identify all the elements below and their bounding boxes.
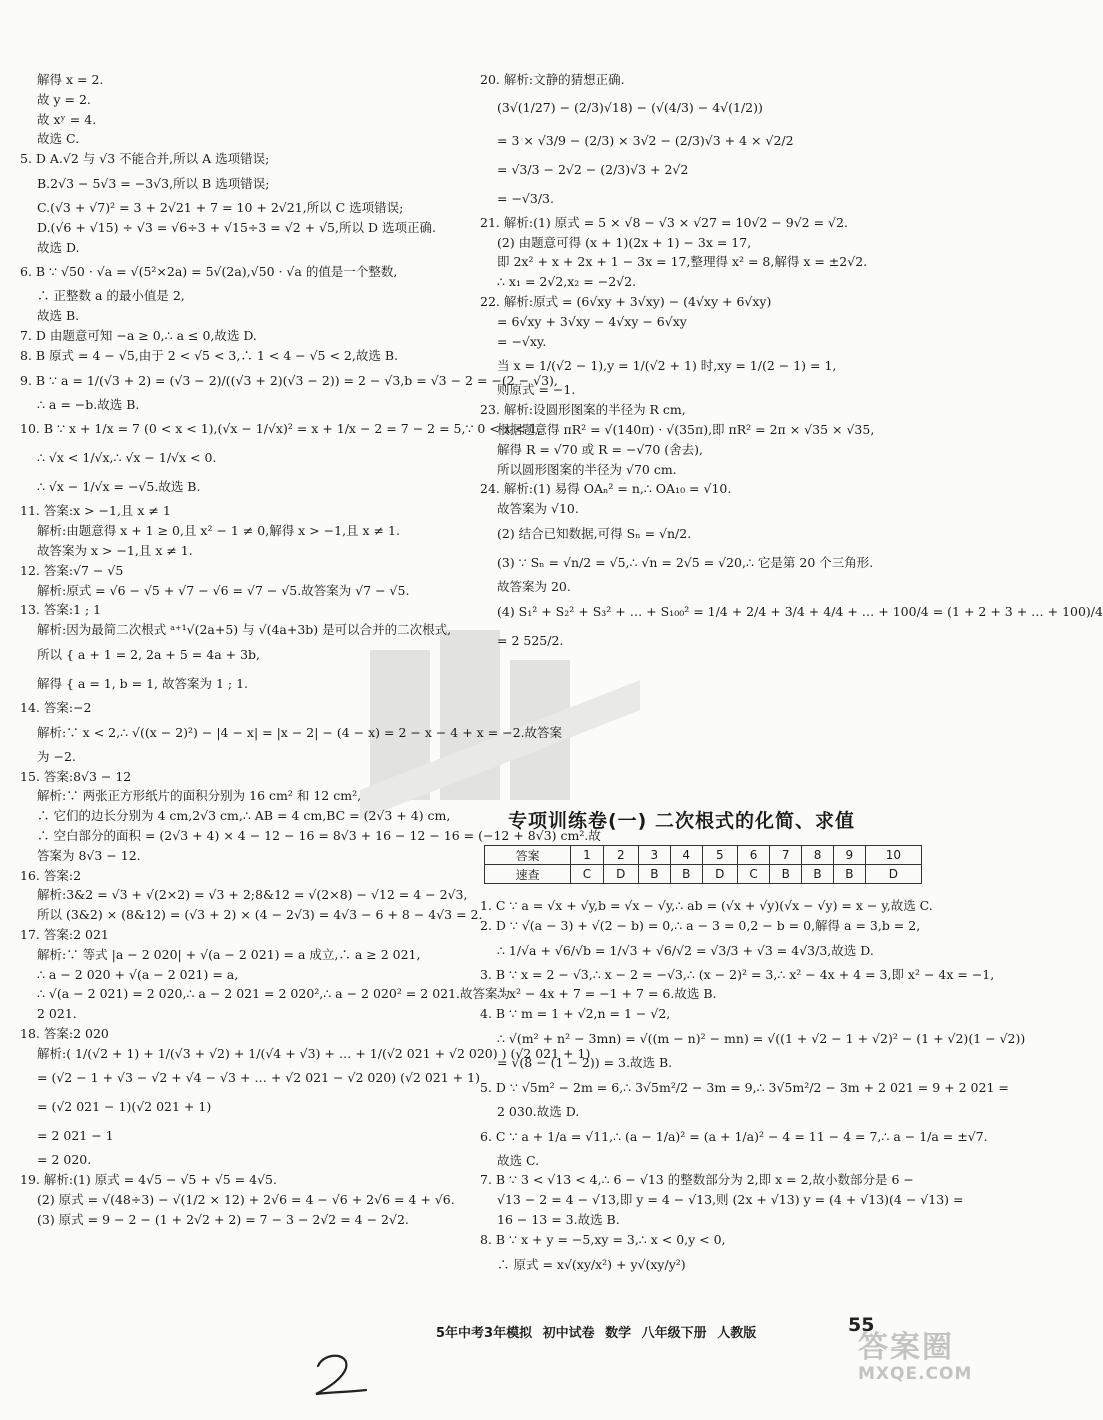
solution-item: 8. B ∵ x + y = −5,xy = 3,∴ x < 0,y < 0, xyxy=(480,1231,726,1247)
solution-line: 2 021. xyxy=(37,1006,77,1022)
solution-item: 7. D 由题意可知 −a ≥ 0,∴ a ≤ 0,故选 D. xyxy=(20,327,257,343)
solution-item: 14. 答案:−2 xyxy=(20,699,92,715)
solution-item: 2. D ∵ √(a − 3) + √(2 − b) = 0,∴ a − 3 = 0,2 − b = 0,解得 a = 3,b = 2, xyxy=(480,917,921,933)
answer-letter: B xyxy=(770,865,802,884)
solution-item: 24. 解析:(1) 易得 OAₙ² = n,∴ OA₁₀ = √10. xyxy=(480,481,732,497)
solution-line: 根据题意得 πR² = √(140π) · √(35π),即 πR² = 2π × √35 × √35, xyxy=(497,421,875,437)
solution-line: 16 − 13 = 3.故选 B. xyxy=(497,1211,620,1227)
solution-line: 当 x = 1/(√2 − 1),y = 1/(√2 + 1) 时,xy = 1/(2 − 1) = 1, xyxy=(497,358,837,374)
solution-item: 12. 答案:√7 − √5 xyxy=(20,562,124,578)
answer-table-header-row xyxy=(485,846,922,865)
solution-item: 10. B ∵ x + 1/x = 7 (0 < x < 1),(√x − 1/√x)² = x + 1/x − 2 = 7 − 2 = 5,∵ 0 < x < 1, xyxy=(20,421,542,437)
solution-line: 故 xʸ = 4. xyxy=(37,111,97,127)
solution-line: ∴ 原式 = x√(xy/x²) + y√(xy/y²) xyxy=(497,1256,686,1272)
solution-line: = 2 525/2. xyxy=(497,632,564,648)
solution-line: = √(8 − (1 − 2)) = 3.故选 B. xyxy=(497,1054,673,1070)
solution-line: ∴ √(m² + n² − 3mn) = √((m − n)² − mn) = √((1 + √2 − 1 + √2)² − (1 + √2)(1 − √2)) xyxy=(497,1030,1026,1046)
solution-item: 3. B ∵ x = 2 − √3,∴ x − 2 = −√3,∴ (x − 2)² = 3,∴ x² − 4x + 4 = 3,即 x² − 4x = −1, xyxy=(480,966,995,982)
solution-item: 21. 解析:(1) 原式 = 5 × √8 − √3 × √27 = 10√2 − 9√2 = √2. xyxy=(480,214,848,230)
solution-line: 故答案为 √10. xyxy=(497,501,579,517)
solution-line: ∴ 它们的边长分别为 4 cm,2√3 cm,∴ AB = 4 cm,BC = (2√3 + 4) cm, xyxy=(37,808,451,824)
solution-line: 即 2x² + x + 2x + 1 − 3x = 17,整理得 x² = 8,解得 x = ±2√2. xyxy=(497,254,868,270)
solution-line: 则原式 = −1. xyxy=(497,382,576,398)
answer-table-header-label: 答案 xyxy=(485,846,571,865)
answer-number: 2 xyxy=(603,846,638,865)
solution-line: (2) 由题意可得 (x + 1)(2x + 1) − 3x = 17, xyxy=(497,234,752,250)
solution-line: ∴ 空白部分的面积 = (2√3 + 4) × 4 − 12 − 16 = 8√3 + 16 − 12 − 16 = (−12 + 8√3) cm².故 xyxy=(37,827,601,843)
solution-line: 故答案为 20. xyxy=(497,578,571,594)
solution-item: 20. 解析:文静的猜想正确. xyxy=(480,72,625,87)
solution-item: 23. 解析:设圆形图案的半径为 R cm, xyxy=(480,402,686,418)
answer-number: 6 xyxy=(737,846,769,865)
solution-item: 5. D ∵ √5m² − 2m = 6,∴ 3√5m²/2 − 3m = 9,∴ 3√5m²/2 − 3m + 2 021 = 9 + 2 021 = xyxy=(480,1079,1009,1095)
solution-line: 所以圆形图案的半径为 √70 cm. xyxy=(497,461,677,477)
answer-letter: B xyxy=(802,865,834,884)
solution-line: 故选 C. xyxy=(37,131,80,147)
watermark-title: 答案圈 xyxy=(858,1330,954,1365)
solution-line: 解析:3&2 = √3 + √(2×2) = √3 + 2;8&12 = √(2×8) − √12 = 4 − 2√3, xyxy=(37,887,468,903)
solution-line: 解得 x = 2. xyxy=(37,72,104,87)
page-number: 55 xyxy=(848,1314,875,1336)
answer-number: 1 xyxy=(571,846,603,865)
solution-item: 17. 答案:2 021 xyxy=(20,926,109,942)
solution-line: 解析:由题意得 x + 1 ≥ 0,且 x² − 1 ≠ 0,解得 x > −1,且 x ≠ 1. xyxy=(37,523,400,539)
answer-number: 7 xyxy=(770,846,802,865)
solution-item: 15. 答案:8√3 − 12 xyxy=(20,768,132,784)
solution-line: 故选 C. xyxy=(497,1152,540,1168)
answer-number: 10 xyxy=(865,846,921,865)
solution-line: = √3/3 − 2√2 − (2/3)√3 + 2√2 xyxy=(497,161,689,177)
solution-item: 19. 解析:(1) 原式 = 4√5 − √5 + √5 = 4√5. xyxy=(20,1172,277,1188)
solution-line: = −√3/3. xyxy=(497,190,554,206)
answer-number: 3 xyxy=(638,846,670,865)
solution-item: 8. B 原式 = 4 − √5,由于 2 < √5 < 3,∴ 1 < 4 − √5 < 2,故选 B. xyxy=(20,347,398,363)
solution-item: 13. 答案:1 ; 1 xyxy=(20,602,102,618)
solution-item: 22. 解析:原式 = (6√xy + 3√xy) − (4√xy + 6√xy) xyxy=(480,293,772,309)
solution-item: 7. B ∵ 3 < √13 < 4,∴ 6 − √13 的整数部分为 2,即 x = 2,故小数部分是 6 − xyxy=(480,1172,914,1188)
solution-line: 故选 D. xyxy=(37,239,80,255)
solution-line: C.(√3 + √7)² = 3 + 2√21 + 7 = 10 + 2√21,所以 C 选项错误; xyxy=(37,199,404,215)
solution-item: 9. B ∵ a = 1/(√3 + 2) = (√3 − 2)/((√3 + 2)(√3 − 2)) = 2 − √3,b = √3 − 2 = −(2 − √3), xyxy=(20,372,558,388)
answer-letter: D xyxy=(702,865,737,884)
answer-letter: C xyxy=(571,865,603,884)
answer-letter: B xyxy=(670,865,702,884)
solution-item: 5. D A.√2 与 √3 不能合并,所以 A 选项错误; xyxy=(20,151,270,167)
solution-line: 解得 { a = 1, b = 1, 故答案为 1 ; 1. xyxy=(37,675,249,691)
solution-line: ∴ x₁ = 2√2,x₂ = −2√2. xyxy=(497,274,637,290)
answer-letter: D xyxy=(603,865,638,884)
solution-item: 4. B ∵ m = 1 + √2,n = 1 − √2, xyxy=(480,1006,671,1022)
solution-line: D.(√6 + √15) ÷ √3 = √6÷3 + √15÷3 = √2 + √5,所以 D 选项正确. xyxy=(37,219,436,235)
solution-line: ∴ √x − 1/√x = −√5.故选 B. xyxy=(37,479,201,495)
answer-table-row-label: 速查 xyxy=(485,865,571,884)
solution-line: = 2 020. xyxy=(37,1152,92,1168)
answer-number: 9 xyxy=(833,846,865,865)
answer-table-answer-row xyxy=(485,865,922,884)
solution-line: 解得 R = √70 或 R = −√70 (舍去), xyxy=(497,441,703,457)
page-footer: 5年中考3年模拟 初中试卷 数学 八年级下册 人教版 xyxy=(436,1326,757,1341)
answer-letter: B xyxy=(833,865,865,884)
solution-item: 16. 答案:2 xyxy=(20,867,82,883)
answer-number: 4 xyxy=(670,846,702,865)
solution-line: ∴ √(a − 2 021) = 2 020,∴ a − 2 021 = 2 020²,∴ a − 2 020² = 2 021.故答案为 xyxy=(37,986,511,1002)
solution-line: (2) 结合已知数据,可得 Sₙ = √n/2. xyxy=(497,525,692,541)
solution-line: 为 −2. xyxy=(37,748,76,764)
watermark-logo xyxy=(858,1322,983,1408)
solution-line: = (√2 021 − 1)(√2 021 + 1) xyxy=(37,1099,212,1115)
solution-line: 故 y = 2. xyxy=(37,91,91,107)
watermark-site: MXQE.COM xyxy=(858,1364,973,1384)
solution-line: ∴ a = −b.故选 B. xyxy=(37,396,140,412)
solution-line: (3√(1/27) − (2/3)√18) − (√(4/3) − 4√(1/2)) xyxy=(497,99,763,115)
solution-line: (3) ∵ Sₙ = √n/2 = √5,∴ √n = 2√5 = √20,∴ 它是第 20 个三角形. xyxy=(497,554,874,570)
solution-line: 答案为 8√3 − 12. xyxy=(37,847,141,863)
solution-line: = 2 021 − 1 xyxy=(37,1128,114,1144)
solution-line: 解析:因为最简二次根式 ᵃ⁺¹√(2a+5) 与 √(4a+3b) 是可以合并的二次根式, xyxy=(37,622,452,638)
solution-line: ∴ a − 2 020 + √(a − 2 021) = a, xyxy=(37,966,239,982)
solution-line: 故选 B. xyxy=(37,308,80,324)
solution-line: 所以 (3&2) × (8&12) = (√3 + 2) × (4 − 2√3) = 4√3 − 6 + 8 − 4√3 = 2. xyxy=(37,907,483,923)
section-title: 专项训练卷(一) 二次根式的化简、求值 xyxy=(508,810,855,832)
solution-line: √13 − 2 = 4 − √13,即 y = 4 − √13,则 (2x + √13) y = (4 + √13)(4 − √13) = xyxy=(497,1192,964,1208)
solution-line: B.2√3 − 5√3 = −3√3,所以 B 选项错误; xyxy=(37,175,270,191)
solution-line: = 6√xy + 3√xy − 4√xy − 6√xy xyxy=(497,313,687,329)
right-column xyxy=(480,70,1103,655)
solution-line: = 3 × √3/9 − (2/3) × 3√2 − (2/3)√3 + 4 × √2/2 xyxy=(497,132,794,148)
answer-table xyxy=(484,845,922,884)
solution-item: 6. B ∵ √50 · √a = √(5²×2a) = 5√(2a),√50 · √a 的值是一个整数, xyxy=(20,264,398,280)
solution-line: = −√xy. xyxy=(497,333,547,349)
solution-line: 解析:∵ x < 2,∴ √((x − 2)²) − |4 − x| = |x − 2| − (4 − x) = 2 − x − 4 + x = −2.故答案 xyxy=(37,724,563,740)
solution-line: (2) 原式 = √(48÷3) − √(1/2 × 12) + 2√6 = 4 − √6 + 2√6 = 4 + √6. xyxy=(37,1192,455,1208)
solution-line: = (√2 − 1 + √3 − √2 + √4 − √3 + … + √2 021 − √2 020) (√2 021 + 1) xyxy=(37,1070,480,1086)
solution-line: ∴ √x < 1/√x,∴ √x − 1/√x < 0. xyxy=(37,450,217,466)
solution-item: 11. 答案:x > −1,且 x ≠ 1 xyxy=(20,503,171,519)
solution-line: ∴ 1/√a + √6/√b = 1/√3 + √6/√2 = √3/3 + √3 = 4√3/3,故选 D. xyxy=(497,942,874,958)
answer-letter: C xyxy=(737,865,769,884)
solution-item: 1. C ∵ a = √x + √y,b = √x − √y,∴ ab = (√x + √y)(√x − √y) = x − y,故选 C. xyxy=(480,898,933,913)
solution-line: (4) S₁² + S₂² + S₃² + … + S₁₀₀² = 1/4 + 2/4 + 3/4 + 4/4 + … + 100/4 = (1 + 2 + 3 + … + 100)/4 xyxy=(497,603,1103,619)
solution-line: ∴ 正整数 a 的最小值是 2, xyxy=(37,288,185,304)
answer-number: 5 xyxy=(702,846,737,865)
answer-letter: B xyxy=(638,865,670,884)
solution-line: (3) 原式 = 9 − 2 − (1 + 2√2 + 2) = 7 − 3 − 2√2 = 4 − 2√2. xyxy=(37,1211,409,1227)
solution-line: 解析:∵ 等式 |a − 2 020| + √(a − 2 021) = a 成立,∴ a ≥ 2 021, xyxy=(37,946,421,962)
section-solutions xyxy=(480,896,1026,1279)
answer-number: 8 xyxy=(802,846,834,865)
answer-letter: D xyxy=(865,865,921,884)
handwritten-mark xyxy=(310,1350,370,1400)
solution-line: 解析:∵ 两张正方形纸片的面积分别为 16 cm² 和 12 cm², xyxy=(37,788,362,804)
solution-line: 故答案为 x > −1,且 x ≠ 1. xyxy=(37,542,193,558)
solution-line: 所以 { a + 1 = 2, 2a + 5 = 4a + 3b, xyxy=(37,646,260,662)
solution-line: 解析:( 1/(√2 + 1) + 1/(√3 + √2) + 1/(√4 + √3) + … + 1/(√2 021 + √2 020) ) (√2 021 + 1) xyxy=(37,1045,591,1061)
solution-line: 2 030.故选 D. xyxy=(497,1103,580,1119)
solution-line: ∴ x² − 4x + 7 = −1 + 7 = 6.故选 B. xyxy=(497,986,717,1002)
solution-item: 6. C ∵ a + 1/a = √11,∴ (a − 1/a)² = (a + 1/a)² − 4 = 11 − 4 = 7,∴ a − 1/a = ±√7. xyxy=(480,1128,988,1144)
solution-line: 解析:原式 = √6 − √5 + √7 − √6 = √7 − √5.故答案为 √7 − √5. xyxy=(37,582,410,598)
solution-item: 18. 答案:2 020 xyxy=(20,1025,109,1041)
